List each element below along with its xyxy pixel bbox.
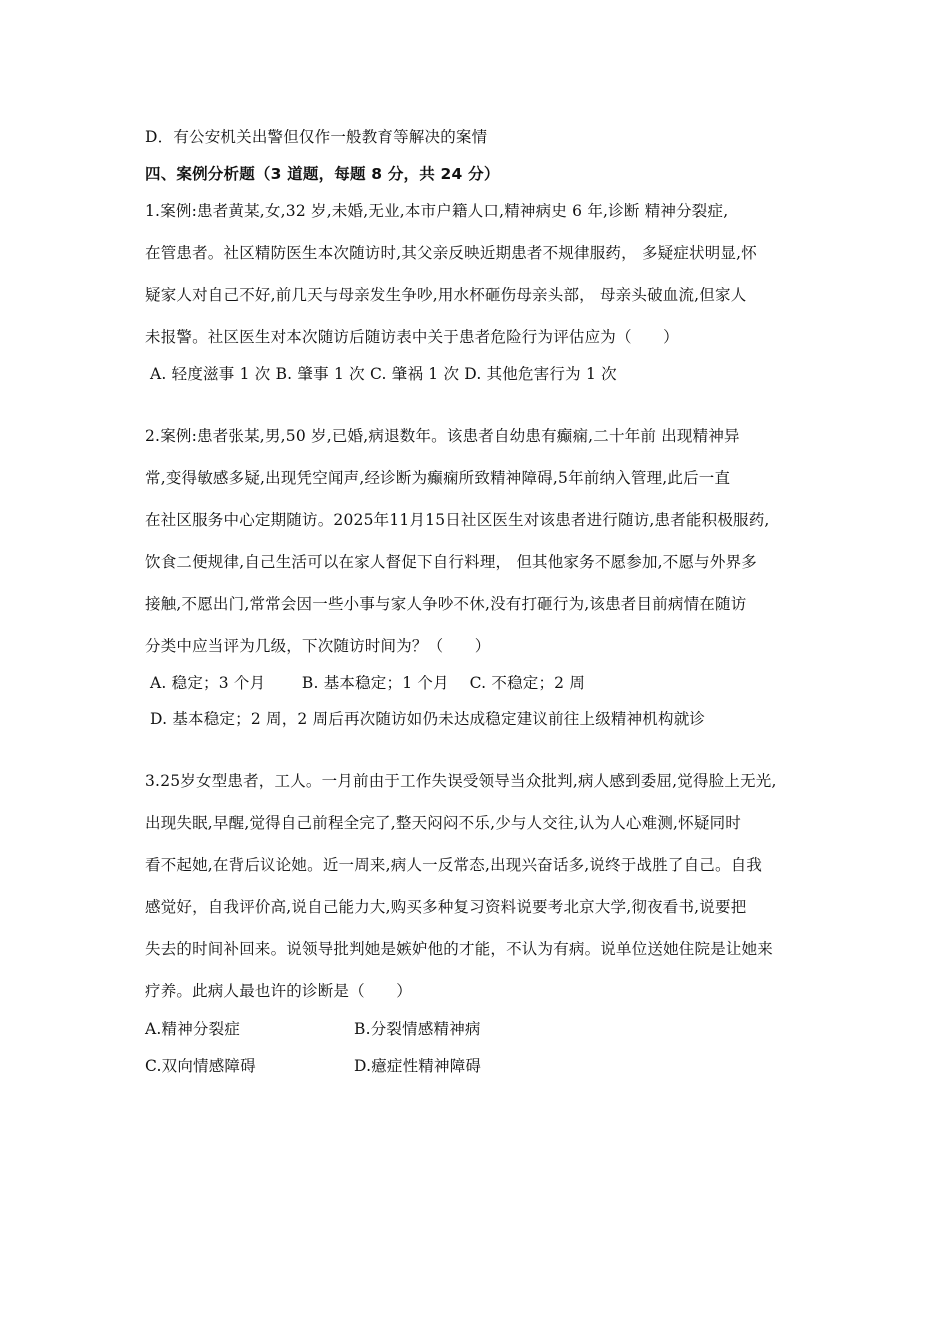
question-2-line-2: 常,变得敏感多疑,出现凭空闻声,经诊断为癫痫所致精神障碍,5年前纳入管理,此后一直	[145, 469, 731, 487]
question-3-option-a: A.精神分裂症	[145, 1020, 241, 1038]
question-2-line-4: 饮食二便规律,自己生活可以在家人督促下自行料理， 但其他家务不愿参加,不愿与外界多	[145, 553, 757, 571]
question-3-option-d: D.癔症性精神障碍	[354, 1057, 482, 1075]
question-1-options: A. 轻度滋事 1 次 B. 肇事 1 次 C. 肇祸 1 次 D. 其他危害行为 1 次	[150, 365, 617, 383]
section-heading: 四、案例分析题（3 道题，每题 8 分，共 24 分）	[145, 165, 500, 183]
question-3-line-2: 出现失眠,早醒,觉得自己前程全完了,整天闷闷不乐,少与人交往,认为人心难测,怀疑同时	[145, 814, 741, 832]
question-3-line-5: 失去的时间补回来。说领导批判她是嫉妒他的才能，不认为有病。说单位送她住院是让她来	[145, 940, 774, 958]
question-2-options-line-2: D. 基本稳定；2 周，2 周后再次随访如仍未达成稳定建议前往上级精神机构就诊	[150, 710, 706, 728]
question-1-line-2: 在管患者。社区精防医生本次随访时,其父亲反映近期患者不规律服药， 多疑症状明显,怀	[145, 244, 757, 262]
question-2-line-6: 分类中应当评为几级，下次随访时间为？（ ）	[145, 637, 491, 655]
question-1-line-3: 疑家人对自己不好,前几天与母亲发生争吵,用水杯砸伤母亲头部， 母亲头破血流,但家人	[145, 286, 747, 304]
question-3-line-4: 感觉好，自我评价高,说自己能力大,购买多种复习资料说要考北京大学,彻夜看书,说要把	[145, 898, 747, 916]
question-2-options-line-1: A. 稳定；3 个月 B. 基本稳定；1 个月 C. 不稳定；2 周	[150, 674, 586, 692]
question-3-option-c: C.双向情感障碍	[145, 1057, 256, 1075]
question-3-option-b: B.分裂情感精神病	[354, 1020, 481, 1038]
question-3-line-3: 看不起她,在背后议论她。近一周来,病人一反常态,出现兴奋话多,说终于战胜了自己。自我	[145, 856, 763, 874]
question-3-line-6: 疗养。此病人最也许的诊断是（ ）	[145, 982, 412, 1000]
question-3-line-1: 3.25岁女型患者，工人。一月前由于工作失误受领导当众批判,病人感到委屈,觉得脸上无光,	[145, 772, 777, 790]
question-1-line-1: 1.案例:患者黄某,女,32 岁,未婚,无业,本市户籍人口,精神病史 6 年,诊断 精神分裂症,	[145, 202, 729, 220]
question-2-line-5: 接触,不愿出门,常常会因一些小事与家人争吵不休,没有打砸行为,该患者目前病情在随访	[145, 595, 747, 613]
question-2-line-3: 在社区服务中心定期随访。2025年11月15日社区医生对该患者进行随访,患者能积极服药,	[145, 511, 770, 529]
previous-question-option-d: D．有公安机关出警但仅作一般教育等解决的案情	[145, 128, 488, 146]
question-2-line-1: 2.案例:患者张某,男,50 岁,已婚,病退数年。该患者自幼患有癫痫,二十年前 出现精神异	[145, 427, 740, 445]
question-1-line-4: 未报警。社区医生对本次随访后随访表中关于患者危险行为评估应为（ ）	[145, 328, 679, 346]
